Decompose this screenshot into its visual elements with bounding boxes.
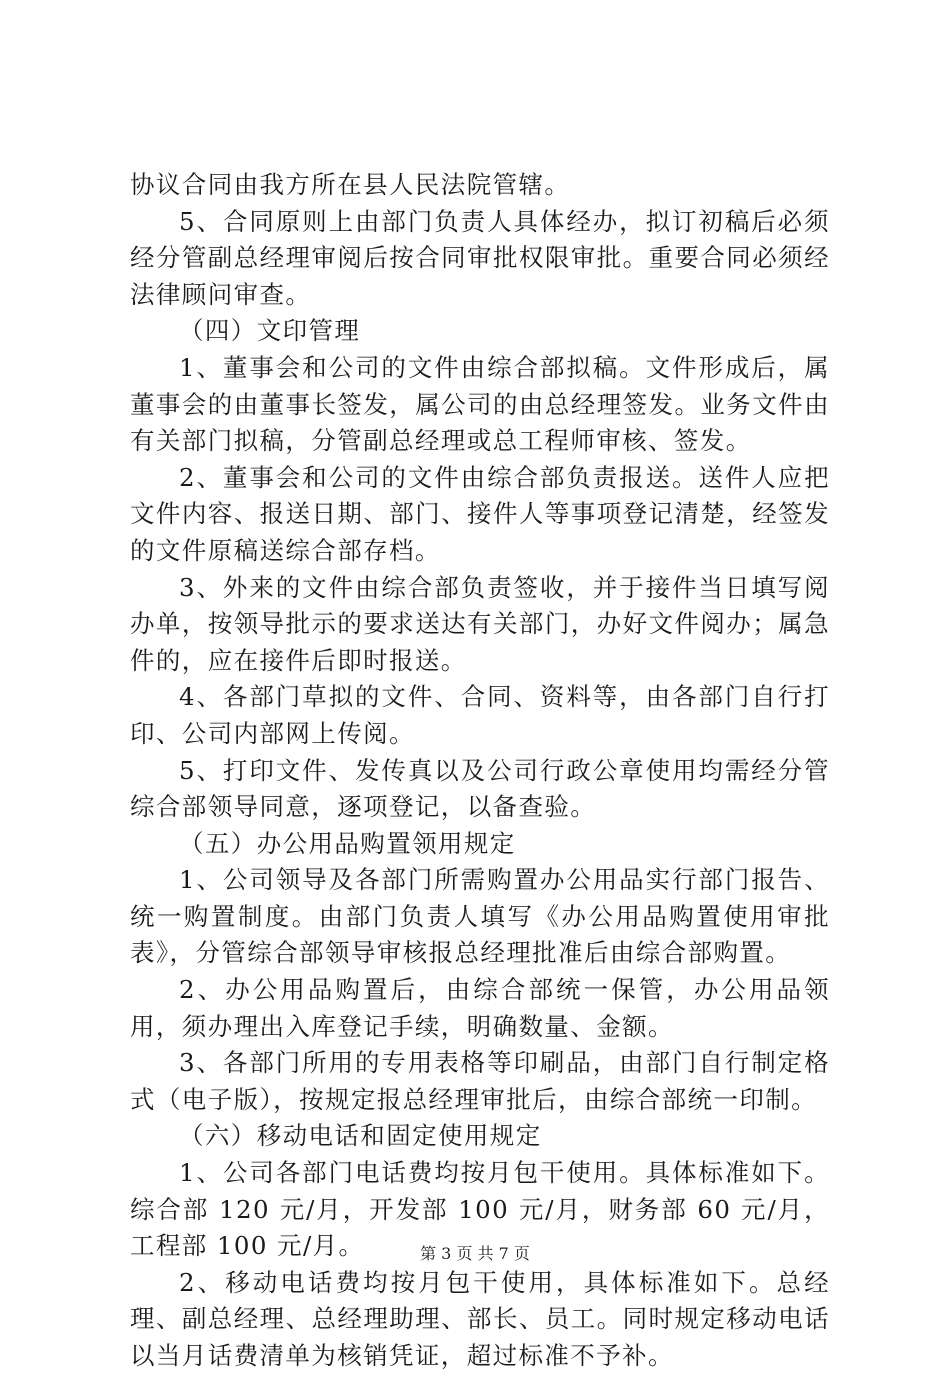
section-heading-phone: （六）移动电话和固定使用规定 <box>179 1121 542 1151</box>
paragraph-phone-mobile: 2、移动电话费均按月包干使用，具体标准如下。总经理、副总经理、总经理助理、部长、员工。同时规定移动电话以当月话费清单为核销凭证，超过标准不予补。 <box>130 1267 830 1370</box>
paragraph-contract-approval: 5、合同原则上由部门负责人具体经办，拟订初稿后必须经分管副总经理审阅后按合同审批权限审批。重要合同必须经法律顾问审查。 <box>130 206 830 309</box>
paragraph-supplies-storage: 2、办公用品购置后，由综合部统一保管，办公用品领用，须办理出入库登记手续，明确数量、金额。 <box>130 975 830 1041</box>
page-number: 第 3 页 共 7 页 <box>420 1244 530 1263</box>
paragraph-supplies-forms: 3、各部门所用的专用表格等印刷品，由部门自行制定格式（电子版），按规定报总经理审批后，由综合部统一印制。 <box>130 1048 830 1114</box>
paragraph-printing-seal: 5、打印文件、发传真以及公司行政公章使用均需经分管综合部领导同意，逐项登记，以备查验。 <box>130 755 830 822</box>
paragraph-supplies-purchase: 1、公司领导及各部门所需购置办公用品实行部门报告、统一购置制度。由部门负责人填写《办公用品购置使用审批表》，分管综合部领导审核报总经理批准后由综合部购置。 <box>130 865 830 968</box>
section-heading-office-supplies: （五）办公用品购置领用规定 <box>179 828 516 858</box>
paragraph-phone-fixed: 1、公司各部门电话费均按月包干使用。具体标准如下。综合部 120 元/月，开发部 100 元/月，财务部 60 元/月，工程部 100 元/月。 <box>130 1158 830 1261</box>
section-heading-printing: （四）文印管理 <box>179 316 361 346</box>
page-footer <box>0 1244 950 1264</box>
paragraph-printing-department: 4、各部门草拟的文件、合同、资料等，由各部门自行打印、公司内部网上传阅。 <box>130 682 830 748</box>
paragraph-contract-jurisdiction: 协议合同由我方所在县人民法院管辖。 <box>130 170 571 199</box>
paragraph-printing-delivery: 2、董事会和公司的文件由综合部负责报送。送件人应把文件内容、报送日期、部门、接件人等事项登记清楚，经签发的文件原稿送综合部存档。 <box>130 462 830 565</box>
paragraph-printing-incoming: 3、外来的文件由综合部负责签收，并于接件当日填写阅办单，按领导批示的要求送达有关部门，办好文件阅办；属急件的，应在接件后即时报送。 <box>130 572 830 675</box>
document-body <box>130 167 830 1375</box>
paragraph-printing-drafting: 1、董事会和公司的文件由综合部拟稿。文件形成后，属董事会的由董事长签发，属公司的由总经理签发。业务文件由有关部门拟稿，分管副总经理或总工程师审核、签发。 <box>130 352 830 456</box>
